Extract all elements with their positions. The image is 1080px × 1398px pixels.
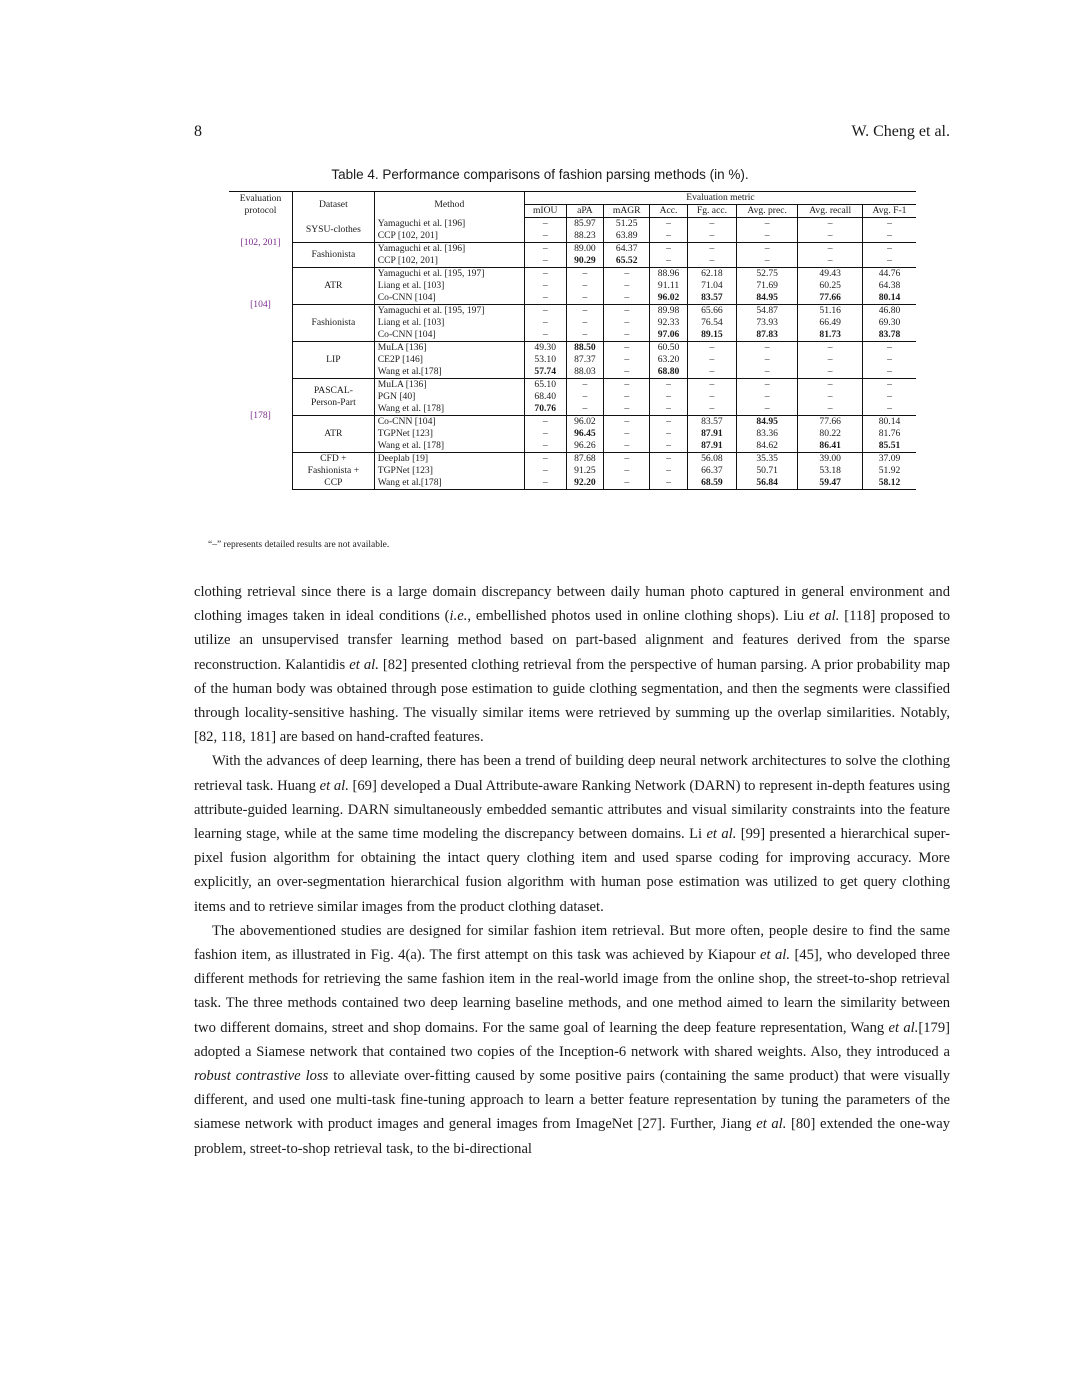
method-cell: Co-CNN [104] [374,329,524,342]
dataset-cell: PASCAL- Person-Part [292,379,374,416]
method-cell: Deeplab [19] [374,453,524,466]
dataset-cell: Fashionista [292,305,374,342]
method-cell: PGN [40] [374,391,524,403]
metric-cell: 65.52 [604,255,650,268]
metric-cell: – [798,230,863,243]
method-cell: Yamaguchi et al. [196] [374,243,524,256]
metric-cell: – [604,329,650,342]
method-cell: Wang et al.[178] [374,477,524,490]
metric-cell: 69.30 [878,317,901,328]
metric-cell: 70.76 [524,403,566,416]
metric-cell: 66.49 [798,317,863,329]
metric-cell: – [566,317,604,329]
metric-cell: – [736,379,797,392]
metric-cell: – [524,305,566,318]
metric-cell: 80.14 [863,292,917,305]
metric-cell: – [798,255,863,268]
metric-cell: 90.29 [566,255,604,268]
metric-cell: 54.87 [736,305,797,318]
metric-cell: 87.91 [687,440,736,453]
metric-cell: – [566,268,604,281]
metric-cell: – [687,230,736,243]
table-row [229,453,916,466]
metric-cell: – [604,391,650,403]
metric-cell: 96.45 [566,428,604,440]
method-cell: Co-CNN [104] [374,292,524,305]
metric-cell: 66.37 [687,465,736,477]
metric-cell: – [604,342,650,355]
method-cell: MuLA [136] [374,342,524,355]
metric-cell: – [604,453,650,466]
metric-cell: – [687,342,736,355]
method-cell: TGPNet [123] [374,465,524,477]
metric-cell: 37.09 [878,453,901,464]
metric-cell: 56.08 [687,453,736,466]
table-footnote: “–” represents detailed results are not available. [208,540,390,550]
metric-cell: 88.96 [650,268,688,281]
metric-cell: – [604,268,650,281]
header-metric-group: Evaluation metric [524,192,916,205]
metric-cell: 89.00 [566,243,604,256]
metric-cell: 96.02 [566,416,604,429]
metric-cell: 71.69 [736,280,797,292]
metric-cell: – [604,354,650,366]
method-cell: Wang et al. [178] [374,440,524,453]
metric-cell: – [887,354,892,365]
metric-cell: – [524,218,566,231]
metric-cell: – [650,403,688,416]
table-row [229,305,916,318]
metric-cell: 89.98 [650,305,688,318]
metric-cell: 51.25 [604,218,650,231]
table-row [229,268,916,281]
dataset-cell: CFD + Fashionista + CCP [292,453,374,490]
metric-cell: – [604,477,650,490]
metric-cell: – [650,477,688,490]
metric-cell: – [887,342,892,353]
metric-cell: – [524,280,566,292]
metric-cell: – [887,243,892,254]
metric-cell: – [736,230,797,243]
metric-cell: – [650,465,688,477]
paragraph-2: With the advances of deep learning, there has been a trend of building deep neural network architectures to solve the clothing retrieval task. Huang et al. [69] developed a Dual Attribute-aware Ranking Network (DARN) to represent in-depth features using attribute-guided learning. DARN simultaneously embedded semantic attributes and visual similarity constraints into the feature learning stage, while at the same time modeling the discrepancy between domains. Li et al. [99] presented a hierarchical super-pixel fusion algorithm for obtaining the intact query clothing item and used sparse coding for improving accuracy. More explicitly, an over-segmentation hierarchical fusion algorithm with human pose estimation was utilized to get query clothing items and to retrieve similar images from the product clothing dataset. [194,753,951,915]
metric-cell: – [604,366,650,379]
metric-cell: – [650,218,688,231]
metric-cell: 62.18 [687,268,736,281]
metric-cell: 53.18 [798,465,863,477]
metric-cell: – [798,354,863,366]
metric-cell: 97.06 [650,329,688,342]
method-cell: Yamaguchi et al. [195, 197] [374,305,524,318]
metric-cell: – [650,440,688,453]
metric-cell: 50.71 [736,465,797,477]
metric-cell: 88.03 [566,366,604,379]
metric-cell: – [524,317,566,329]
metric-cell: 92.33 [650,317,688,329]
paragraph-3: The abovementioned studies are designed for similar fashion item retrieval. But more often, people desire to find the same fashion item, as illustrated in Fig. 4(a). The first attempt on this task was achieved by Kiapour et al. [45], who developed three different methods for retrieving the same fashion item in the real-world image from the online shop, the street-to-shop retrieval task. The three methods contained two deep learning baseline methods, and one method aimed to learn the similarity between two different domains, street and shop domains. For the same goal of learning the deep feature representation, Wang et al.[179] adopted a Siamese network that contained two copies of the Inception-6 network with shared weights. Also, they introduced a robust contrastive loss to alleviate over-fitting caused by some positive pairs (containing the same product) that were visually different, and used one multi-task fine-tuning approach to learn a better feature representation by tuning the parameters of the siamese network with product images and general images from ImageNet [27]. Further, Jiang et al. [80] extended the one-way problem, street-to-shop retrieval task, to the bi-directional [194,922,951,1157]
metric-cell: 71.04 [687,280,736,292]
metric-cell: – [863,255,917,268]
metric-cell: – [687,403,736,416]
table-caption: Table 4. Performance comparisons of fashion parsing methods (in %). [331,167,749,182]
metric-cell: – [524,230,566,243]
metric-cell: – [863,366,917,379]
metric-cell: 73.93 [736,317,797,329]
metric-cell: 60.25 [798,280,863,292]
metric-cell: – [887,379,892,390]
running-head: W. Cheng et al. [851,123,950,140]
header-acc: Acc. [650,205,688,218]
metric-cell: – [798,379,863,392]
metric-cell: – [566,391,604,403]
metric-cell: – [604,305,650,318]
method-cell: Liang et al. [103] [374,317,524,329]
metric-cell: – [687,391,736,403]
metric-cell: 58.12 [863,477,917,490]
header-protocol: Evaluation protocol [229,192,292,218]
metric-cell: 65.66 [687,305,736,318]
metric-cell: 80.14 [878,416,901,427]
metric-cell: 86.41 [798,440,863,453]
protocol-cell: [178] [229,342,292,490]
metric-cell: – [524,243,566,256]
metric-cell: – [687,354,736,366]
method-cell: TGPNet [123] [374,428,524,440]
metric-cell: 77.66 [798,292,863,305]
metric-cell: – [604,465,650,477]
protocol-cell: [102, 201] [229,218,292,268]
metric-cell: 57.74 [524,366,566,379]
metric-cell: 91.25 [566,465,604,477]
metric-cell: 92.20 [566,477,604,490]
method-cell: Wang et al. [178] [374,403,524,416]
metric-cell: 68.80 [650,366,688,379]
metric-cell: – [863,230,917,243]
metric-cell: – [566,292,604,305]
metric-cell: 46.80 [878,305,901,316]
metric-cell: – [604,428,650,440]
metric-cell: 89.15 [687,329,736,342]
metric-cell: 96.02 [650,292,688,305]
metric-cell: 49.30 [524,342,566,355]
metric-cell: 39.00 [798,453,863,466]
metric-cell: – [650,243,688,256]
metric-cell: – [736,255,797,268]
metric-cell: – [863,403,917,416]
metric-cell: 84.95 [736,292,797,305]
metric-cell: – [650,379,688,392]
table-row [229,379,916,392]
page-number: 8 [194,123,202,140]
metric-cell: – [687,218,736,231]
method-cell: Yamaguchi et al. [196] [374,218,524,231]
metric-cell: – [687,366,736,379]
metric-cell: 84.62 [736,440,797,453]
metric-cell: 64.38 [878,280,901,291]
metric-cell: – [604,280,650,292]
metric-cell: – [604,292,650,305]
metric-cell: – [566,379,604,392]
metric-cell: 51.16 [798,305,863,318]
metric-cell: 87.68 [566,453,604,466]
metric-cell: 77.66 [798,416,863,429]
dataset-cell: LIP [292,342,374,379]
metric-cell: – [798,342,863,355]
metric-cell: – [566,280,604,292]
method-cell: Wang et al.[178] [374,366,524,379]
metric-cell: 83.36 [736,428,797,440]
table-body [229,218,916,490]
method-cell: CCP [102, 201] [374,230,524,243]
paragraph-1: clothing retrieval since there is a large domain discrepancy between daily human photo captured in general environment and clothing images taken in ideal conditions (i.e., embellished photos used in online clothing shops). Liu et al. [118] proposed to utilize an unsupervised transfer learning method based on part-based alignment and features derived from the sparse reconstruction. Kalantidis et al. [82] presented clothing retrieval from the perspective of human parsing. A prior probability map of the human body was obtained through pose estimation to guide clothing segmentation, and then the segments were classified through locality-sensitive hashing. The visually similar items were retrieved by summing up the overlap similarities. Notably, [82, 118, 181] are based on hand-crafted features. [194,584,951,746]
metric-cell: – [687,379,736,392]
metric-cell: – [736,342,797,355]
metric-cell: – [650,391,688,403]
dataset-cell: Fashionista [292,243,374,268]
header-dataset: Dataset [292,192,374,218]
metric-cell: 49.43 [798,268,863,281]
metric-cell: 87.37 [566,354,604,366]
metric-cell: – [524,453,566,466]
metric-cell: – [524,292,566,305]
metric-cell: – [798,403,863,416]
metric-cell: 68.59 [687,477,736,490]
metric-cell: – [798,366,863,379]
metric-cell: 63.20 [650,354,688,366]
metric-cell: 56.84 [736,477,797,490]
metric-cell: – [524,416,566,429]
header-miou: mIOU [524,205,566,218]
metric-cell: 83.57 [687,292,736,305]
metric-cell: – [798,243,863,256]
method-cell: Yamaguchi et al. [195, 197] [374,268,524,281]
metric-cell: – [736,354,797,366]
table-row [229,416,916,429]
protocol-cell: [104] [229,268,292,342]
metric-cell: – [524,477,566,490]
header-method: Method [374,192,524,218]
metric-cell: – [687,255,736,268]
metric-cell: – [524,465,566,477]
metric-cell: 65.10 [524,379,566,392]
dataset-cell: ATR [292,416,374,453]
metric-cell: – [887,391,892,402]
method-cell: Liang et al. [103] [374,280,524,292]
header-fg-acc: Fg. acc. [687,205,736,218]
metric-cell: – [736,403,797,416]
metric-cell: 88.23 [566,230,604,243]
metric-cell: 63.89 [604,230,650,243]
metric-cell: – [604,403,650,416]
table-row [229,243,916,256]
metric-cell: – [650,255,688,268]
metric-cell: 81.73 [798,329,863,342]
metric-cell: 44.76 [878,268,901,279]
metric-cell: 52.75 [736,268,797,281]
metric-cell: – [736,391,797,403]
metric-cell: – [736,218,797,231]
metric-cell: – [650,453,688,466]
metric-cell: – [524,255,566,268]
metric-cell: 64.37 [604,243,650,256]
header-magr: mAGR [604,205,650,218]
metric-cell: 83.78 [863,329,917,342]
metric-cell: 87.91 [687,428,736,440]
metric-cell: – [566,403,604,416]
metric-cell: – [650,230,688,243]
metric-cell: – [566,305,604,318]
metric-cell: – [736,243,797,256]
metric-cell: – [887,218,892,229]
metric-cell: 85.51 [863,440,917,453]
metric-cell: – [524,329,566,342]
metric-cell: 68.40 [524,391,566,403]
table-row [229,342,916,355]
metric-cell: – [650,416,688,429]
metric-cell: – [687,243,736,256]
metric-cell: – [524,440,566,453]
metric-cell: – [736,366,797,379]
body-text [194,580,950,1161]
metric-cell: – [604,416,650,429]
metric-cell: 59.47 [798,477,863,490]
metric-cell: 60.50 [650,342,688,355]
metric-cell: – [604,440,650,453]
metric-cell: 51.92 [878,465,901,476]
metric-cell: – [566,329,604,342]
method-cell: MuLA [136] [374,379,524,392]
table-row [229,218,916,231]
header-avg-f1: Avg. F-1 [863,205,917,218]
metric-cell: 88.50 [566,342,604,355]
metric-cell: 81.76 [878,428,901,439]
metric-cell: – [798,391,863,403]
metric-cell: 80.22 [798,428,863,440]
results-table [229,191,916,490]
metric-cell: 53.10 [524,354,566,366]
header-apa: aPA [566,205,604,218]
method-cell: CE2P [146] [374,354,524,366]
header-avg-recall: Avg. recall [798,205,863,218]
method-cell: CCP [102, 201] [374,255,524,268]
metric-cell: 91.11 [650,280,688,292]
method-cell: Co-CNN [104] [374,416,524,429]
metric-cell: – [524,268,566,281]
metric-cell: – [604,317,650,329]
metric-cell: 83.57 [687,416,736,429]
metric-cell: 84.95 [736,416,797,429]
dataset-cell: SYSU-clothes [292,218,374,243]
metric-cell: 87.83 [736,329,797,342]
dataset-cell: ATR [292,268,374,305]
metric-cell: 85.97 [566,218,604,231]
metric-cell: – [650,428,688,440]
metric-cell: 35.35 [736,453,797,466]
metric-cell: – [798,218,863,231]
header-avg-prec: Avg. prec. [736,205,797,218]
metric-cell: – [604,379,650,392]
metric-cell: 76.54 [687,317,736,329]
metric-cell: – [524,428,566,440]
metric-cell: 96.26 [566,440,604,453]
